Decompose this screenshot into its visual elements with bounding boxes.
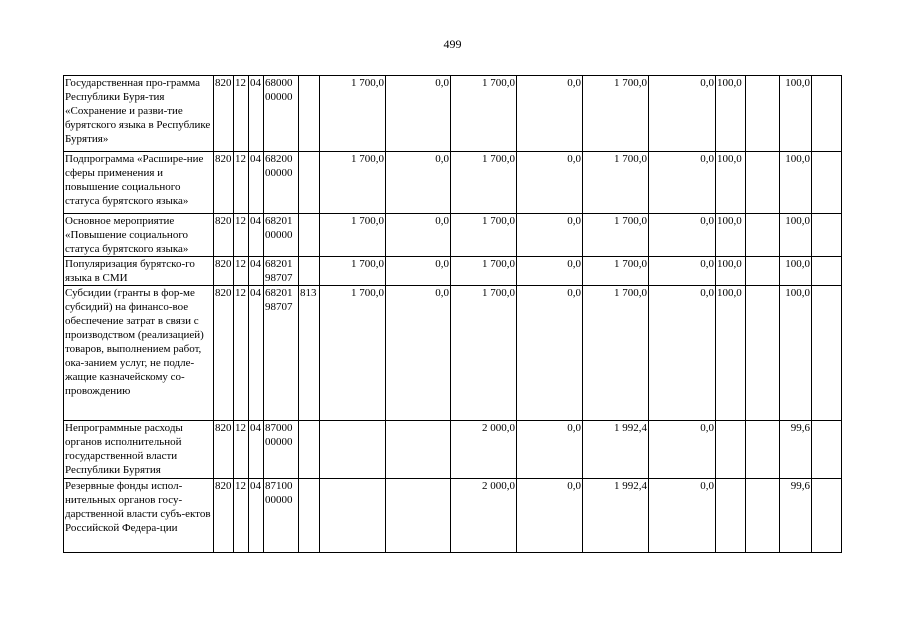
- executed-amount: 1 992,4: [583, 479, 649, 553]
- empty-cell: [812, 479, 842, 553]
- section-code: 12: [234, 286, 249, 421]
- expense-type-code: [299, 152, 320, 214]
- approved-amount: 1 700,0: [320, 76, 386, 152]
- section-code: 12: [234, 257, 249, 286]
- subsection-code: 04: [249, 76, 264, 152]
- executed-amount: 1 700,0: [583, 76, 649, 152]
- approved-federal: 0,0: [386, 286, 451, 421]
- empty-cell: [746, 421, 780, 479]
- executed-federal: 0,0: [649, 421, 716, 479]
- planned-federal: 0,0: [517, 76, 583, 152]
- expense-type-code: [299, 421, 320, 479]
- planned-amount: 1 700,0: [451, 152, 517, 214]
- approved-federal: 0,0: [386, 76, 451, 152]
- empty-cell: [746, 214, 780, 257]
- approved-amount: [320, 479, 386, 553]
- chapter-code: 820: [214, 76, 234, 152]
- planned-federal: 0,0: [517, 257, 583, 286]
- planned-federal: 0,0: [517, 286, 583, 421]
- empty-cell: [812, 257, 842, 286]
- planned-amount: 2 000,0: [451, 421, 517, 479]
- percent-of-approved: [716, 479, 746, 553]
- budget-table: [63, 75, 842, 553]
- table-body: [64, 76, 842, 553]
- empty-cell: [746, 257, 780, 286]
- empty-cell: [746, 76, 780, 152]
- target-article-code: 6820198707: [264, 286, 299, 421]
- table-row: [64, 257, 842, 286]
- subsection-code: 04: [249, 214, 264, 257]
- target-article-code: 8700000000: [264, 421, 299, 479]
- approved-amount: 1 700,0: [320, 257, 386, 286]
- percent-of-approved: 100,0: [716, 152, 746, 214]
- approved-amount: [320, 421, 386, 479]
- subsection-code: 04: [249, 257, 264, 286]
- row-name: Популяризация бурятско-го языка в СМИ: [64, 257, 214, 286]
- section-code: 12: [234, 479, 249, 553]
- row-name: Подпрограмма «Расшире-ние сферы применения и повышение социального статуса бурятского языка»: [64, 152, 214, 214]
- chapter-code: 820: [214, 286, 234, 421]
- empty-cell: [812, 286, 842, 421]
- expense-type-code: [299, 76, 320, 152]
- chapter-code: 820: [214, 421, 234, 479]
- executed-federal: 0,0: [649, 76, 716, 152]
- subsection-code: 04: [249, 152, 264, 214]
- planned-amount: 2 000,0: [451, 479, 517, 553]
- subsection-code: 04: [249, 479, 264, 553]
- executed-federal: 0,0: [649, 257, 716, 286]
- approved-federal: 0,0: [386, 152, 451, 214]
- empty-cell: [746, 152, 780, 214]
- executed-amount: 1 992,4: [583, 421, 649, 479]
- table-row: [64, 214, 842, 257]
- chapter-code: 820: [214, 214, 234, 257]
- percent-of-approved: 100,0: [716, 214, 746, 257]
- target-article-code: 6820100000: [264, 214, 299, 257]
- page-number: 499: [443, 37, 462, 51]
- expense-type-code: [299, 214, 320, 257]
- planned-amount: 1 700,0: [451, 76, 517, 152]
- empty-cell: [812, 152, 842, 214]
- executed-amount: 1 700,0: [583, 214, 649, 257]
- percent-of-planned: 100,0: [780, 76, 812, 152]
- percent-of-approved: 100,0: [716, 286, 746, 421]
- percent-of-planned: 100,0: [780, 286, 812, 421]
- planned-federal: 0,0: [517, 152, 583, 214]
- expense-type-code: [299, 257, 320, 286]
- row-name: Государственная про-грамма Республики Буря-тия «Сохранение и разви-тие бурятского языка в Республике Бурятия»: [64, 76, 214, 152]
- executed-amount: 1 700,0: [583, 257, 649, 286]
- subsection-code: 04: [249, 286, 264, 421]
- percent-of-planned: 100,0: [780, 257, 812, 286]
- executed-federal: 0,0: [649, 214, 716, 257]
- approved-federal: [386, 421, 451, 479]
- approved-amount: 1 700,0: [320, 286, 386, 421]
- empty-cell: [812, 421, 842, 479]
- row-name: Резервные фонды испол-нительных органов госу-дарственной власти субъ-ектов Российской Федера-ции: [64, 479, 214, 553]
- approved-federal: [386, 479, 451, 553]
- empty-cell: [746, 479, 780, 553]
- expense-type-code: 813: [299, 286, 320, 421]
- executed-federal: 0,0: [649, 286, 716, 421]
- empty-cell: [812, 214, 842, 257]
- table-row: [64, 479, 842, 553]
- empty-cell: [812, 76, 842, 152]
- target-article-code: 8710000000: [264, 479, 299, 553]
- chapter-code: 820: [214, 152, 234, 214]
- approved-federal: 0,0: [386, 257, 451, 286]
- table-row: [64, 76, 842, 152]
- chapter-code: 820: [214, 479, 234, 553]
- section-code: 12: [234, 152, 249, 214]
- percent-of-planned: 99,6: [780, 421, 812, 479]
- executed-federal: 0,0: [649, 152, 716, 214]
- executed-amount: 1 700,0: [583, 152, 649, 214]
- percent-of-planned: 100,0: [780, 152, 812, 214]
- target-article-code: 6800000000: [264, 76, 299, 152]
- planned-federal: 0,0: [517, 421, 583, 479]
- table-row: [64, 152, 842, 214]
- approved-amount: 1 700,0: [320, 214, 386, 257]
- subsection-code: 04: [249, 421, 264, 479]
- chapter-code: 820: [214, 257, 234, 286]
- empty-cell: [746, 286, 780, 421]
- table-row: [64, 421, 842, 479]
- target-article-code: 6820000000: [264, 152, 299, 214]
- percent-of-planned: 99,6: [780, 479, 812, 553]
- percent-of-approved: 100,0: [716, 76, 746, 152]
- section-code: 12: [234, 214, 249, 257]
- percent-of-approved: 100,0: [716, 257, 746, 286]
- section-code: 12: [234, 421, 249, 479]
- row-name: Непрограммные расходы органов исполнительной государственной власти Республики Бурятия: [64, 421, 214, 479]
- approved-amount: 1 700,0: [320, 152, 386, 214]
- executed-amount: 1 700,0: [583, 286, 649, 421]
- target-article-code: 6820198707: [264, 257, 299, 286]
- percent-of-approved: [716, 421, 746, 479]
- approved-federal: 0,0: [386, 214, 451, 257]
- planned-federal: 0,0: [517, 479, 583, 553]
- executed-federal: 0,0: [649, 479, 716, 553]
- row-name: Субсидии (гранты в фор-ме субсидий) на финансо-вое обеспечение затрат в связи с производством (реализацией) товаров, выполнением работ, ока-занием услуг, не подле-жащие казначейскому со-провождению: [64, 286, 214, 421]
- expense-type-code: [299, 479, 320, 553]
- planned-amount: 1 700,0: [451, 286, 517, 421]
- planned-amount: 1 700,0: [451, 214, 517, 257]
- row-name: Основное мероприятие «Повышение социального статуса бурятского языка»: [64, 214, 214, 257]
- planned-amount: 1 700,0: [451, 257, 517, 286]
- section-code: 12: [234, 76, 249, 152]
- planned-federal: 0,0: [517, 214, 583, 257]
- percent-of-planned: 100,0: [780, 214, 812, 257]
- table-row: [64, 286, 842, 421]
